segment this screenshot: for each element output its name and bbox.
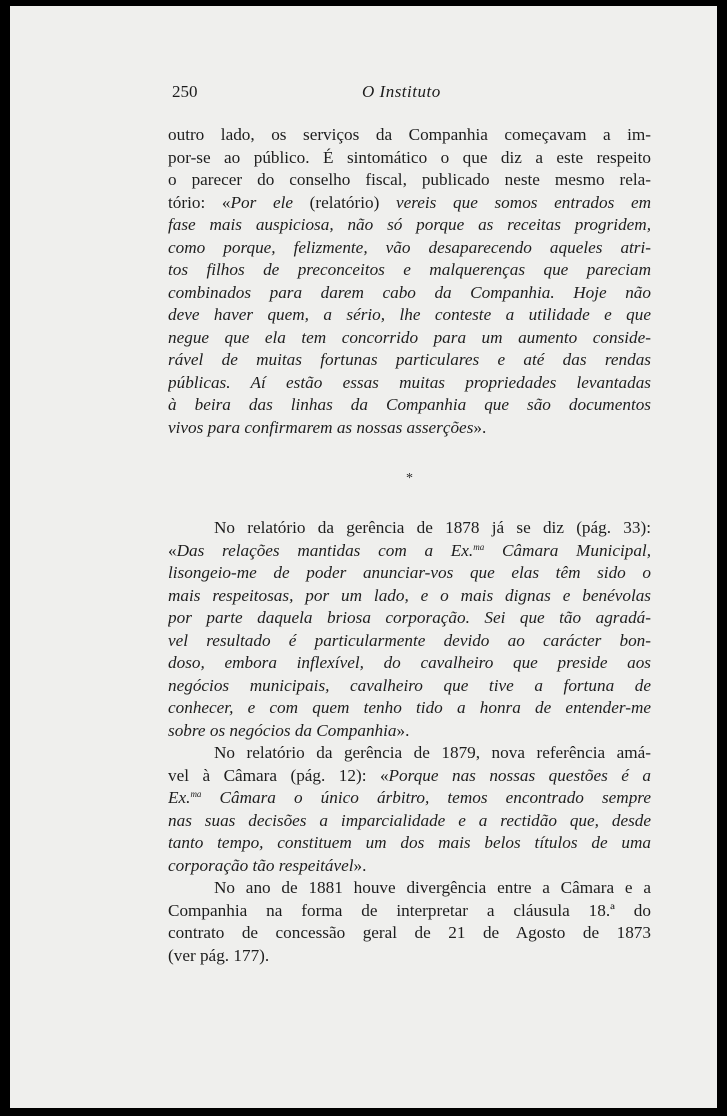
- text-segment: «: [168, 540, 177, 560]
- text-line: como porque, felizmente, vão desaparecendo aqueles atri-: [168, 237, 651, 257]
- quote-segment: corporação tão respeitável: [168, 855, 354, 875]
- quote-segment: Por ele: [230, 192, 293, 212]
- paragraph-2: [168, 517, 651, 742]
- text-line: lisongeio-me de poder anunciar-vos que elas têm sido o: [168, 563, 651, 582]
- text-line: No relatório da gerência de 1878 já se diz (pág. 33):: [214, 518, 651, 537]
- text-line: contrato de concessão geral de 21 de Agosto de 1873: [168, 923, 651, 942]
- quote-segment: sobre os negócios da Companhia: [168, 720, 397, 740]
- text-segment: tório: «: [168, 192, 231, 212]
- paragraph-1: [168, 124, 651, 439]
- text-line: nas suas decisões a imparcialidade e a rectidão que, desde: [168, 810, 651, 830]
- text-line: doso, embora inflexível, do cavalheiro que preside aos: [168, 653, 651, 672]
- quote-segment: Porque nas nossas questões é a: [388, 765, 651, 785]
- text-line: combinados para darem cabo da Companhia. Hoje não: [168, 282, 651, 302]
- quote-segment: Ex.: [168, 788, 191, 807]
- text-line: No relatório da gerência de 1879, nova referência amá-: [214, 743, 651, 762]
- text-line: fase mais auspiciosa, não só porque as receitas progridem,: [168, 215, 651, 234]
- book-page: [10, 6, 717, 1108]
- section-separator: *: [406, 471, 413, 486]
- text-line: deve haver quem, a sério, lhe conteste a utilidade e que: [168, 305, 651, 324]
- text-line: outro lado, os serviços da Companhia começavam a im-: [168, 125, 651, 144]
- text-line: [168, 855, 651, 878]
- text-line: [168, 765, 651, 788]
- running-head: [172, 82, 592, 106]
- text-line: negócios municipais, cavalheiro que tive a fortuna de: [168, 675, 651, 695]
- text-line: por parte daquela briosa corporação. Sei que tão agradá-: [168, 608, 651, 627]
- text-segment: (relatório): [292, 192, 396, 212]
- text-line: o parecer do conselho fiscal, publicado neste mesmo rela-: [168, 170, 651, 189]
- text-line: Companhia na forma de interpretar a cláusula 18.ª do: [168, 900, 651, 920]
- quote-segment: Câmara Municipal,: [484, 540, 651, 560]
- text-line: [168, 720, 651, 743]
- page-title: O Instituto: [362, 82, 441, 101]
- text-line: No ano de 1881 houve divergência entre a Câmara e a: [214, 878, 651, 897]
- text-line: rável de muitas fortunas particulares e até das rendas: [168, 350, 651, 369]
- paragraph-4: [168, 877, 651, 967]
- text-line: públicas. Aí estão essas muitas propriedades levantadas: [168, 372, 651, 392]
- text-segment: ».: [473, 417, 487, 437]
- paragraph-3: [168, 742, 651, 877]
- text-line: [168, 540, 651, 563]
- text-line: tanto tempo, constituem um dos mais belos títulos de uma: [168, 833, 651, 852]
- text-line: à beira das linhas da Companhia que são documentos: [168, 395, 651, 414]
- text-line: vel resultado é particularmente devido ao carácter bon-: [168, 630, 651, 650]
- text-line: [168, 787, 651, 810]
- text-segment: ».: [396, 720, 410, 740]
- text-line: mais respeitosas, por um lado, e o mais dignas e benévolas: [168, 585, 651, 605]
- text-line: conhecer, e com quem tenho tido a honra de entender-me: [168, 698, 651, 717]
- text-line: [168, 192, 651, 215]
- superscript: ma: [190, 789, 202, 799]
- text-line: (ver pág. 177).: [168, 945, 270, 965]
- quote-segment: vivos para confirmarem as nossas asserções: [168, 417, 474, 437]
- quote-segment: Câmara o único árbitro, temos encontrado sempre: [201, 788, 651, 807]
- body-text: [168, 124, 651, 967]
- text-line: [168, 417, 651, 440]
- quote-segment: Das relações mantidas com a Ex.: [176, 540, 474, 560]
- text-line: por-se ao público. É sintomático o que diz a este respeito: [168, 147, 651, 167]
- text-segment: vel à Câmara (pág. 12): «: [168, 765, 389, 785]
- text-line: tos filhos de preconceitos e malquerenças que pareciam: [168, 260, 651, 279]
- quote-segment: vereis que somos entrados em: [395, 192, 651, 212]
- superscript: ma: [473, 541, 485, 552]
- page-number: 250: [172, 82, 198, 101]
- text-segment: ».: [353, 855, 367, 875]
- text-line: negue que ela tem concorrido para um aumento conside-: [168, 327, 651, 347]
